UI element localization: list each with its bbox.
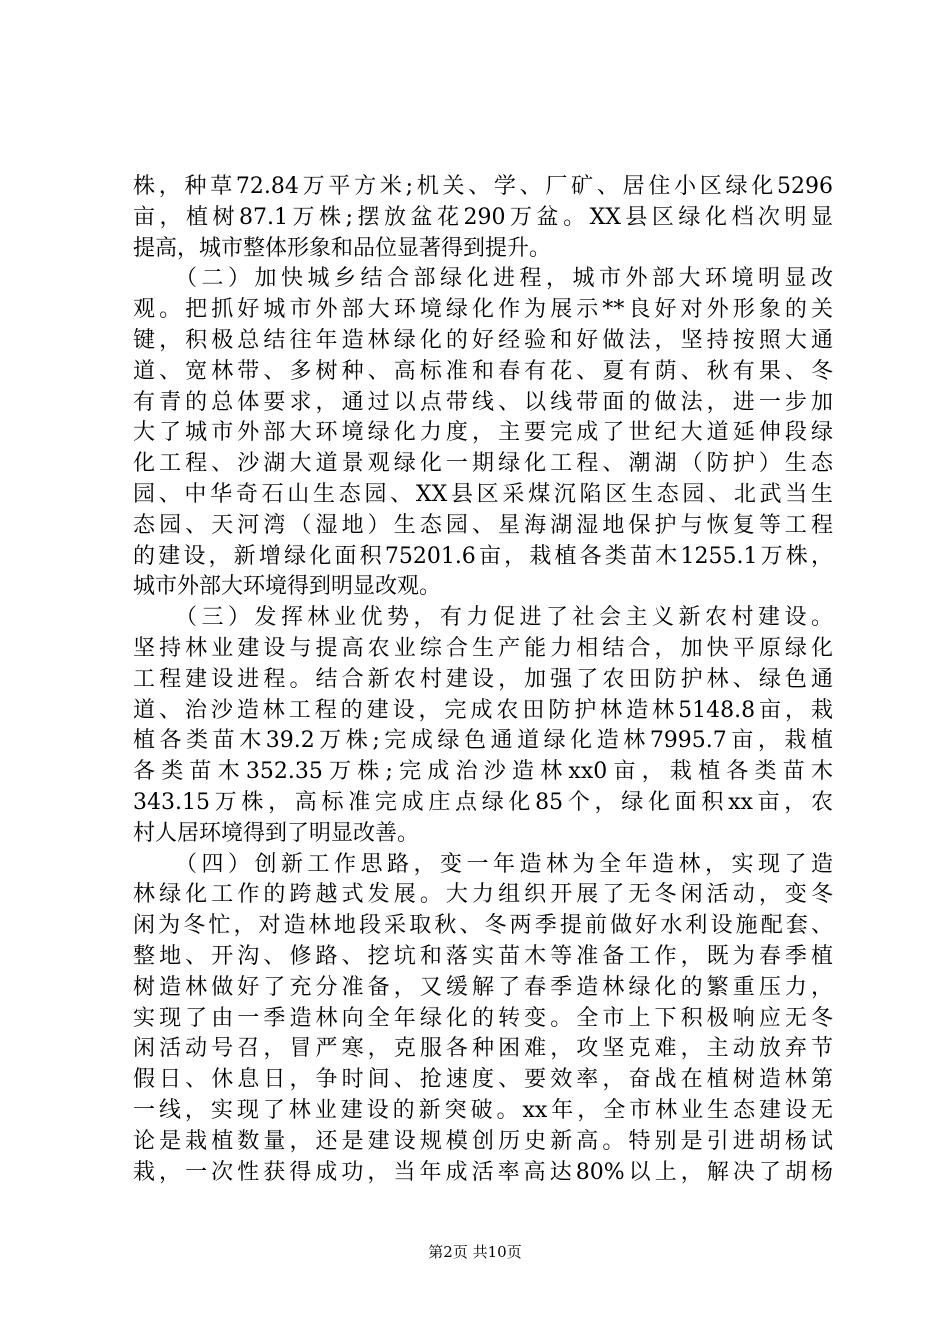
text-line: 栽，一次性获得成功，当年成活率高达80%以上，解决了胡杨: [133, 1159, 833, 1185]
text-line: 植各类苗木39.2万株;完成绿色通道绿化造林7995.7亩，栽植: [133, 728, 833, 754]
text-line: 假日、休息日，争时间、抢速度、要效率，奋战在植树造林第: [133, 1067, 833, 1093]
text-line: 道、治沙造林工程的建设，完成农田防护林造林5148.8亩，栽: [133, 697, 833, 723]
text-line: （二）加快城乡结合部绿化进程，城市外部大环境明显改: [133, 266, 833, 292]
text-line: 闲为冬忙，对造林地段采取秋、冬两季提前做好水利设施配套、: [133, 913, 833, 939]
text-line: 提高，城市整体形象和品位显著得到提升。: [133, 235, 552, 261]
text-line: 343.15万株，高标准完成庄点绿化85个，绿化面积xx亩，农: [133, 789, 833, 815]
text-line: 株，种草72.84万平方米;机关、学、厂矿、居住小区绿化5296: [133, 174, 833, 199]
text-line: 整地、开沟、修路、挖坑和落实苗木等准备工作，既为春季植: [133, 943, 833, 969]
paragraph: [133, 264, 833, 603]
text-line: 论是栽植数量，还是建设规模创历史新高。特别是引进胡杨试: [133, 1128, 833, 1154]
text-line: 树造林做好了充分准备，又缓解了春季造林绿化的繁重压力，: [133, 974, 833, 1000]
paragraph: [133, 172, 833, 264]
text-line: 道、宽林带、多树种、高标准和春有花、夏有荫、秋有果、冬: [133, 358, 833, 384]
text-line: 村人居环境得到了明显改善。: [133, 820, 420, 846]
text-line: 大了城市外部大环境绿化力度，主要完成了世纪大道延伸段绿: [133, 420, 833, 446]
text-line: 化工程、沙湖大道景观绿化一期绿化工程、潮湖（防护）生态: [133, 451, 833, 477]
text-line: 态园、天河湾（湿地）生态园、星海湖湿地保护与恢复等工程: [133, 512, 833, 538]
text-line: 闲活动号召，冒严寒，克服各种困难，攻坚克难，主动放弃节: [133, 1036, 833, 1062]
text-line: 亩，植树87.1万株;摆放盆花290万盆。XX县区绿化档次明显: [133, 204, 833, 230]
text-line: 各类苗木352.35万株;完成治沙造林xx0亩，栽植各类苗木: [133, 759, 833, 785]
document-body: [133, 172, 833, 1188]
text-line: 坚持林业建设与提高农业综合生产能力相结合，加快平原绿化: [133, 635, 833, 661]
text-line: 城市外部大环境得到明显改观。: [133, 574, 442, 600]
text-line: 的建设，新增绿化面积75201.6亩，栽植各类苗木1255.1万株，: [133, 543, 833, 569]
text-line: 一线，实现了林业建设的新突破。xx年，全市林业生态建设无: [133, 1097, 833, 1123]
text-line: （四）创新工作思路，变一年造林为全年造林，实现了造: [133, 851, 833, 877]
text-line: 实现了由一季造林向全年绿化的转变。全市上下积极响应无冬: [133, 1005, 833, 1031]
text-line: 有青的总体要求，通过以点带线、以线带面的做法，进一步加: [133, 389, 833, 415]
paragraph: [133, 603, 833, 849]
page-footer: 第2页 共10页: [428, 1243, 522, 1261]
paragraph: [133, 850, 833, 1189]
text-line: 观。把抓好城市外部大环境绿化作为展示**良好对外形象的关: [133, 297, 833, 323]
text-line: （三）发挥林业优势，有力促进了社会主义新农村建设。: [133, 605, 833, 631]
text-line: 工程建设进程。结合新农村建设，加强了农田防护林、绿色通: [133, 666, 833, 692]
text-line: 园、中华奇石山生态园、XX县区采煤沉陷区生态园、北武当生: [133, 481, 833, 507]
text-line: 林绿化工作的跨越式发展。大力组织开展了无冬闲活动，变冬: [133, 882, 833, 908]
text-line: 键，积极总结往年造林绿化的好经验和好做法，坚持按照大通: [133, 327, 833, 353]
